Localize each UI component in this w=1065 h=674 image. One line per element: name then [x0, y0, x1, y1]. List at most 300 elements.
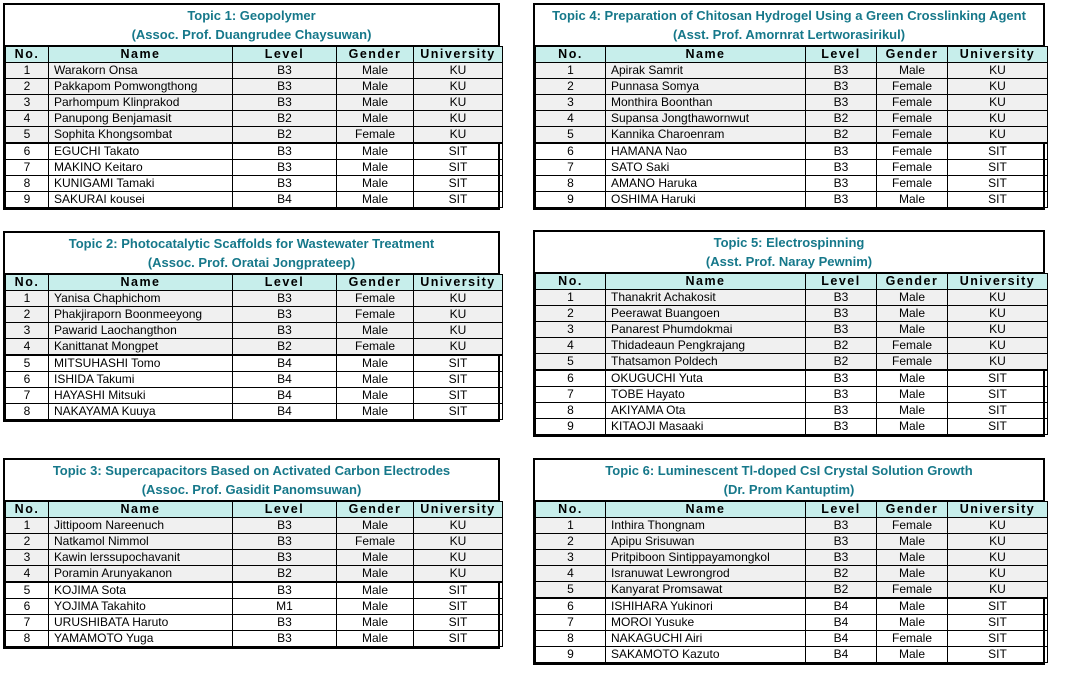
- cell-university: SIT: [948, 387, 1048, 403]
- cell-university: KU: [414, 127, 503, 144]
- cell-gender: Male: [337, 79, 414, 95]
- cell-gender: Male: [877, 550, 948, 566]
- table-body: [536, 290, 1048, 435]
- cell-no: 8: [6, 404, 49, 420]
- cell-gender: Male: [337, 143, 414, 160]
- cell-no: 9: [536, 647, 606, 663]
- topic-title: Topic 1: Geopolymer: [187, 8, 316, 23]
- table-body: [6, 518, 503, 647]
- table-body: [6, 63, 503, 208]
- topic-1-title-block: [5, 5, 498, 46]
- cell-level: B3: [806, 176, 877, 192]
- cell-name: SAKURAI kousei: [49, 192, 233, 208]
- column-header-level: Level: [806, 47, 877, 63]
- cell-university: KU: [414, 111, 503, 127]
- cell-university: KU: [948, 354, 1048, 371]
- cell-name: AKIYAMA Ota: [606, 403, 806, 419]
- cell-no: 2: [536, 306, 606, 322]
- student-row: [6, 63, 503, 79]
- cell-university: KU: [414, 63, 503, 79]
- topic-advisor: (Dr. Prom Kantuptim): [723, 482, 855, 497]
- cell-gender: Female: [877, 95, 948, 111]
- cell-no: 5: [536, 582, 606, 599]
- column-header-name: Name: [49, 47, 233, 63]
- cell-no: 5: [536, 127, 606, 144]
- header-row: [6, 47, 503, 63]
- cell-no: 8: [6, 631, 49, 647]
- cell-gender: Male: [337, 192, 414, 208]
- cell-university: KU: [948, 582, 1048, 599]
- cell-gender: Male: [337, 355, 414, 372]
- student-row: [536, 518, 1048, 534]
- cell-no: 2: [6, 307, 49, 323]
- cell-no: 7: [6, 388, 49, 404]
- cell-gender: Female: [337, 534, 414, 550]
- table-body: [536, 63, 1048, 208]
- topic-advisor: (Asst. Prof. Naray Pewnim): [705, 254, 873, 269]
- student-row: [6, 518, 503, 534]
- cell-name: YAMAMOTO Yuga: [49, 631, 233, 647]
- cell-level: B4: [233, 192, 337, 208]
- column-header-university: University: [414, 502, 503, 518]
- cell-no: 8: [536, 403, 606, 419]
- cell-university: SIT: [948, 176, 1048, 192]
- cell-university: KU: [414, 95, 503, 111]
- cell-university: KU: [948, 306, 1048, 322]
- cell-no: 8: [536, 176, 606, 192]
- cell-level: B3: [806, 403, 877, 419]
- cell-level: B4: [806, 631, 877, 647]
- column-header-level: Level: [806, 502, 877, 518]
- student-row: [536, 598, 1048, 615]
- cell-no: 6: [6, 372, 49, 388]
- topic-4-table-card: [533, 3, 1045, 210]
- cell-no: 7: [536, 387, 606, 403]
- cell-level: B4: [806, 615, 877, 631]
- column-header-no: No.: [536, 274, 606, 290]
- cell-university: SIT: [414, 582, 503, 599]
- cell-name: HAMANA Nao: [606, 143, 806, 160]
- cell-name: Sophita Khongsombat: [49, 127, 233, 144]
- student-row: [536, 63, 1048, 79]
- cell-gender: Male: [877, 387, 948, 403]
- cell-name: ISHIHARA Yukinori: [606, 598, 806, 615]
- cell-university: SIT: [414, 599, 503, 615]
- cell-gender: Female: [337, 291, 414, 307]
- header-row: [536, 502, 1048, 518]
- column-header-no: No.: [536, 502, 606, 518]
- cell-name: OSHIMA Haruki: [606, 192, 806, 208]
- header-row: [6, 502, 503, 518]
- cell-level: B3: [806, 160, 877, 176]
- cell-name: SATO Saki: [606, 160, 806, 176]
- cell-university: KU: [948, 550, 1048, 566]
- student-row: [536, 306, 1048, 322]
- cell-university: KU: [414, 518, 503, 534]
- cell-level: B4: [233, 372, 337, 388]
- topic-5-title-block: [535, 232, 1043, 273]
- student-row: [6, 631, 503, 647]
- student-row: [536, 192, 1048, 208]
- cell-gender: Male: [877, 290, 948, 306]
- cell-no: 5: [536, 354, 606, 371]
- cell-no: 7: [536, 615, 606, 631]
- cell-name: Thatsamon Poldech: [606, 354, 806, 371]
- student-row: [6, 404, 503, 420]
- cell-university: SIT: [948, 647, 1048, 663]
- topic-3-table-card: [3, 458, 500, 649]
- cell-level: B3: [806, 290, 877, 306]
- cell-level: B2: [806, 354, 877, 371]
- cell-no: 1: [6, 63, 49, 79]
- cell-name: Supansa Jongthawornwut: [606, 111, 806, 127]
- student-row: [536, 95, 1048, 111]
- cell-name: Punnasa Somya: [606, 79, 806, 95]
- column-header-no: No.: [6, 47, 49, 63]
- cell-name: SAKAMOTO Kazuto: [606, 647, 806, 663]
- column-header-name: Name: [49, 275, 233, 291]
- cell-no: 5: [6, 355, 49, 372]
- student-row: [536, 127, 1048, 144]
- cell-no: 4: [6, 339, 49, 356]
- cell-name: Pakkapom Pomwongthong: [49, 79, 233, 95]
- cell-university: SIT: [414, 143, 503, 160]
- cell-gender: Male: [877, 306, 948, 322]
- cell-level: B3: [806, 79, 877, 95]
- cell-no: 1: [6, 518, 49, 534]
- cell-name: ISHIDA Takumi: [49, 372, 233, 388]
- cell-no: 4: [6, 566, 49, 583]
- cell-name: Pawarid Laochangthon: [49, 323, 233, 339]
- cell-no: 5: [6, 582, 49, 599]
- cell-gender: Female: [877, 127, 948, 144]
- cell-name: KOJIMA Sota: [49, 582, 233, 599]
- cell-gender: Female: [877, 111, 948, 127]
- cell-university: KU: [948, 63, 1048, 79]
- cell-gender: Male: [337, 95, 414, 111]
- student-row: [536, 615, 1048, 631]
- topic-advisor: (Assoc. Prof. Duangrudee Chaysuwan): [131, 27, 372, 42]
- column-header-name: Name: [49, 502, 233, 518]
- column-header-name: Name: [606, 274, 806, 290]
- student-row: [6, 355, 503, 372]
- topic-title: Topic 2: Photocatalytic Scaffolds for Wastewater Treatment: [68, 236, 435, 251]
- cell-no: 3: [536, 95, 606, 111]
- student-row: [6, 550, 503, 566]
- column-header-gender: Gender: [877, 502, 948, 518]
- student-row: [6, 291, 503, 307]
- cell-gender: Male: [337, 372, 414, 388]
- column-header-name: Name: [606, 47, 806, 63]
- cell-gender: Male: [337, 63, 414, 79]
- cell-gender: Male: [337, 518, 414, 534]
- cell-gender: Male: [877, 370, 948, 387]
- students-table: [535, 273, 1048, 435]
- cell-level: B3: [233, 518, 337, 534]
- cell-no: 4: [536, 338, 606, 354]
- cell-level: B4: [233, 355, 337, 372]
- cell-level: B2: [806, 338, 877, 354]
- cell-university: KU: [948, 534, 1048, 550]
- table-body: [6, 291, 503, 420]
- cell-university: KU: [414, 79, 503, 95]
- topic-6-title-block: [535, 460, 1043, 501]
- cell-gender: Female: [877, 518, 948, 534]
- cell-gender: Male: [877, 419, 948, 435]
- topic-title: Topic 5: Electrospinning: [713, 235, 865, 250]
- cell-no: 9: [6, 192, 49, 208]
- cell-name: Kanyarat Promsawat: [606, 582, 806, 599]
- topic-advisor: (Assoc. Prof. Oratai Jongprateep): [147, 255, 356, 270]
- cell-gender: Male: [337, 599, 414, 615]
- cell-gender: Male: [337, 176, 414, 192]
- student-row: [6, 79, 503, 95]
- cell-university: KU: [948, 290, 1048, 306]
- cell-no: 1: [536, 290, 606, 306]
- cell-level: B3: [233, 291, 337, 307]
- cell-level: B2: [233, 566, 337, 583]
- cell-university: KU: [948, 322, 1048, 338]
- topic-3-title-block: [5, 460, 498, 501]
- cell-university: SIT: [948, 192, 1048, 208]
- cell-name: OKUGUCHI Yuta: [606, 370, 806, 387]
- topic-title: Topic 4: Preparation of Chitosan Hydrogel Using a Green Crosslinking Agent: [552, 8, 1026, 23]
- cell-name: KUNIGAMI Tamaki: [49, 176, 233, 192]
- cell-gender: Male: [877, 598, 948, 615]
- cell-level: B2: [233, 339, 337, 356]
- cell-university: KU: [948, 518, 1048, 534]
- student-row: [536, 338, 1048, 354]
- cell-gender: Male: [877, 534, 948, 550]
- cell-level: B4: [806, 647, 877, 663]
- cell-level: B3: [806, 419, 877, 435]
- header-row: [6, 275, 503, 291]
- cell-name: Jittipoom Nareenuch: [49, 518, 233, 534]
- column-header-university: University: [948, 47, 1048, 63]
- cell-university: KU: [948, 111, 1048, 127]
- table-body: [536, 518, 1048, 663]
- topic-2-table-card: [3, 231, 500, 422]
- column-header-gender: Gender: [337, 502, 414, 518]
- cell-level: M1: [233, 599, 337, 615]
- cell-no: 1: [536, 63, 606, 79]
- cell-level: B3: [806, 306, 877, 322]
- cell-gender: Male: [337, 323, 414, 339]
- cell-no: 2: [6, 534, 49, 550]
- cell-name: Thidadeaun Pengkrajang: [606, 338, 806, 354]
- cell-level: B3: [233, 550, 337, 566]
- cell-university: KU: [414, 339, 503, 356]
- cell-name: HAYASHI Mitsuki: [49, 388, 233, 404]
- cell-level: B2: [233, 111, 337, 127]
- cell-name: Phakjiraporn Boonmeeyong: [49, 307, 233, 323]
- cell-gender: Female: [337, 339, 414, 356]
- column-header-no: No.: [6, 502, 49, 518]
- student-row: [6, 127, 503, 144]
- student-row: [536, 290, 1048, 306]
- cell-university: SIT: [414, 404, 503, 420]
- column-header-gender: Gender: [877, 47, 948, 63]
- cell-level: B3: [233, 631, 337, 647]
- cell-name: Yanisa Chaphichom: [49, 291, 233, 307]
- cell-name: Natkamol Nimmol: [49, 534, 233, 550]
- cell-name: Apipu Srisuwan: [606, 534, 806, 550]
- student-row: [6, 339, 503, 356]
- cell-name: URUSHIBATA Haruto: [49, 615, 233, 631]
- cell-no: 6: [6, 599, 49, 615]
- cell-gender: Female: [877, 79, 948, 95]
- column-header-gender: Gender: [337, 47, 414, 63]
- cell-level: B3: [806, 63, 877, 79]
- cell-name: Peerawat Buangoen: [606, 306, 806, 322]
- cell-name: Kannika Charoenram: [606, 127, 806, 144]
- cell-no: 5: [6, 127, 49, 144]
- cell-name: Apirak Samrit: [606, 63, 806, 79]
- cell-university: SIT: [948, 403, 1048, 419]
- cell-gender: Female: [877, 354, 948, 371]
- cell-no: 2: [536, 79, 606, 95]
- student-row: [536, 550, 1048, 566]
- cell-name: Warakorn Onsa: [49, 63, 233, 79]
- cell-name: Panupong Benjamasit: [49, 111, 233, 127]
- student-row: [6, 615, 503, 631]
- cell-gender: Male: [337, 566, 414, 583]
- cell-level: B3: [806, 518, 877, 534]
- cell-no: 3: [6, 323, 49, 339]
- cell-university: SIT: [414, 372, 503, 388]
- cell-gender: Male: [337, 550, 414, 566]
- cell-gender: Male: [337, 160, 414, 176]
- cell-university: SIT: [948, 419, 1048, 435]
- cell-no: 4: [536, 111, 606, 127]
- cell-level: B3: [233, 63, 337, 79]
- students-table: [535, 46, 1048, 208]
- column-header-no: No.: [6, 275, 49, 291]
- student-row: [6, 534, 503, 550]
- cell-level: B4: [233, 388, 337, 404]
- cell-university: KU: [414, 566, 503, 583]
- column-header-university: University: [414, 275, 503, 291]
- cell-no: 7: [6, 160, 49, 176]
- cell-university: SIT: [414, 176, 503, 192]
- cell-level: B3: [806, 95, 877, 111]
- cell-university: SIT: [414, 192, 503, 208]
- cell-university: SIT: [414, 388, 503, 404]
- cell-name: NAKAYAMA Kuuya: [49, 404, 233, 420]
- cell-level: B2: [806, 582, 877, 599]
- cell-name: Pritpiboon Sintippayamongkol: [606, 550, 806, 566]
- cell-gender: Male: [877, 647, 948, 663]
- student-row: [536, 403, 1048, 419]
- cell-name: KITAOJI Masaaki: [606, 419, 806, 435]
- topic-1-table-card: [3, 3, 500, 210]
- cell-gender: Female: [877, 176, 948, 192]
- cell-university: KU: [414, 307, 503, 323]
- cell-university: SIT: [948, 160, 1048, 176]
- cell-university: KU: [948, 95, 1048, 111]
- cell-university: KU: [948, 79, 1048, 95]
- cell-no: 8: [6, 176, 49, 192]
- cell-name: Isranuwat Lewrongrod: [606, 566, 806, 582]
- cell-level: B3: [233, 79, 337, 95]
- student-row: [536, 79, 1048, 95]
- cell-level: B3: [233, 160, 337, 176]
- cell-level: B2: [806, 111, 877, 127]
- cell-university: SIT: [414, 631, 503, 647]
- student-row: [6, 566, 503, 583]
- student-row: [6, 388, 503, 404]
- cell-university: SIT: [948, 143, 1048, 160]
- header-row: [536, 274, 1048, 290]
- cell-name: Inthira Thongnam: [606, 518, 806, 534]
- cell-no: 6: [536, 370, 606, 387]
- cell-no: 3: [536, 322, 606, 338]
- cell-name: Kanittanat Mongpet: [49, 339, 233, 356]
- cell-level: B3: [806, 387, 877, 403]
- cell-level: B3: [233, 176, 337, 192]
- student-row: [6, 111, 503, 127]
- column-header-level: Level: [806, 274, 877, 290]
- cell-university: SIT: [948, 631, 1048, 647]
- cell-university: SIT: [948, 370, 1048, 387]
- cell-name: Parhompum Klinprakod: [49, 95, 233, 111]
- cell-level: B3: [806, 370, 877, 387]
- cell-no: 6: [536, 598, 606, 615]
- cell-university: KU: [414, 550, 503, 566]
- cell-level: B3: [233, 582, 337, 599]
- cell-no: 7: [6, 615, 49, 631]
- topic-6-table-card: [533, 458, 1045, 665]
- students-table: [535, 501, 1048, 663]
- student-row: [536, 419, 1048, 435]
- cell-name: Thanakrit Achakosit: [606, 290, 806, 306]
- cell-name: MOROI Yusuke: [606, 615, 806, 631]
- cell-gender: Male: [877, 63, 948, 79]
- student-row: [536, 322, 1048, 338]
- cell-name: MITSUHASHI Tomo: [49, 355, 233, 372]
- cell-university: KU: [948, 127, 1048, 144]
- cell-no: 6: [6, 143, 49, 160]
- student-row: [6, 143, 503, 160]
- student-row: [536, 534, 1048, 550]
- cell-university: SIT: [414, 615, 503, 631]
- cell-gender: Female: [877, 160, 948, 176]
- cell-gender: Male: [337, 111, 414, 127]
- cell-gender: Male: [337, 388, 414, 404]
- header-row: [536, 47, 1048, 63]
- cell-university: SIT: [948, 598, 1048, 615]
- cell-no: 3: [6, 95, 49, 111]
- column-header-gender: Gender: [877, 274, 948, 290]
- cell-name: EGUCHI Takato: [49, 143, 233, 160]
- cell-university: SIT: [948, 615, 1048, 631]
- cell-level: B4: [806, 598, 877, 615]
- student-row: [536, 176, 1048, 192]
- cell-level: B4: [233, 404, 337, 420]
- column-header-university: University: [414, 47, 503, 63]
- cell-gender: Male: [877, 322, 948, 338]
- cell-level: B3: [806, 192, 877, 208]
- cell-name: Kawin lerssupochavanit: [49, 550, 233, 566]
- cell-gender: Female: [337, 307, 414, 323]
- cell-name: Poramin Arunyakanon: [49, 566, 233, 583]
- student-row: [536, 582, 1048, 599]
- cell-gender: Male: [877, 566, 948, 582]
- topic-advisor: (Asst. Prof. Amornrat Lertworasirikul): [672, 27, 906, 42]
- cell-no: 1: [6, 291, 49, 307]
- student-row: [6, 372, 503, 388]
- cell-no: 3: [536, 550, 606, 566]
